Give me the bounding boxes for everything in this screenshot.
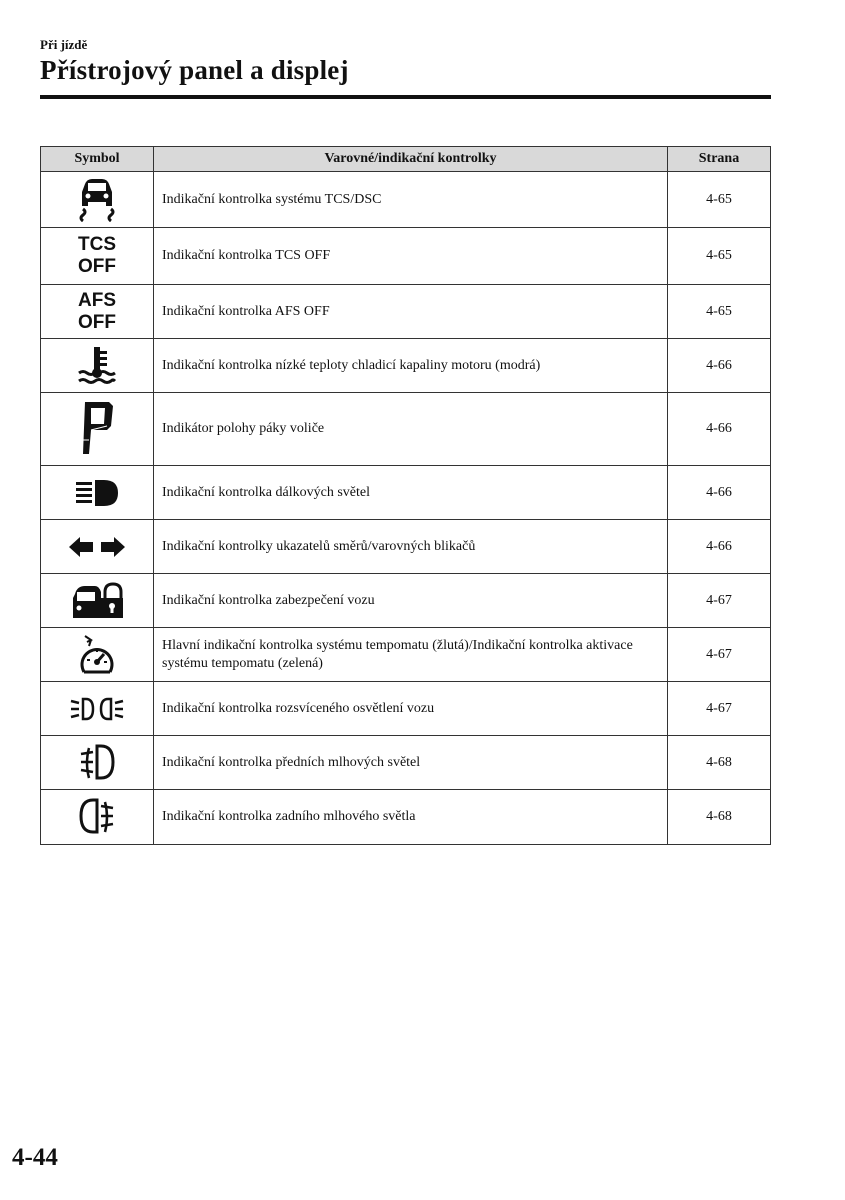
front-fog-light-icon: [77, 744, 117, 782]
table-row: [41, 339, 771, 393]
symbol-cell: [41, 285, 154, 339]
column-header-symbol: Symbol: [41, 147, 154, 172]
afs-off-icon: AFS OFF: [78, 289, 116, 333]
page-cell: 4-67: [668, 574, 771, 628]
description-cell: Indikační kontrolka nízké teploty chladicí kapaliny motoru (modrá): [154, 339, 668, 393]
table-header-row: [41, 147, 771, 172]
page-cell: 4-67: [668, 628, 771, 682]
position-lights-icon: [69, 696, 125, 722]
symbol-cell: [41, 574, 154, 628]
description-cell: Indikátor polohy páky voliče: [154, 393, 668, 466]
table-row: [41, 285, 771, 339]
table-row: [41, 790, 771, 845]
page-cell: 4-66: [668, 520, 771, 574]
coolant-temperature-icon: [75, 345, 119, 387]
table-row: [41, 574, 771, 628]
tcs-off-icon: TCS OFF: [78, 234, 116, 277]
high-beam-icon: [72, 478, 122, 508]
symbol-cell: [41, 736, 154, 790]
page-cell: 4-65: [668, 172, 771, 228]
symbol-cell: [41, 682, 154, 736]
page-cell: 4-66: [668, 339, 771, 393]
table-row: [41, 466, 771, 520]
turn-signal-arrows-icon: [67, 535, 127, 559]
page-cell: 4-66: [668, 393, 771, 466]
car-skid-icon: [77, 178, 117, 222]
table-row: [41, 393, 771, 466]
warning-lights-table: [40, 146, 771, 845]
page-cell: 4-66: [668, 466, 771, 520]
table-row: [41, 736, 771, 790]
table-row: [41, 520, 771, 574]
table-row: [41, 628, 771, 682]
symbol-cell: [41, 466, 154, 520]
description-cell: Indikační kontrolka systému TCS/DSC: [154, 172, 668, 228]
table-row: [41, 172, 771, 228]
page-cell: 4-67: [668, 682, 771, 736]
table-row: [41, 682, 771, 736]
symbol-cell: [41, 228, 154, 285]
page-cell: 4-65: [668, 228, 771, 285]
description-cell: Indikační kontrolka zadního mlhového světla: [154, 790, 668, 845]
description-cell: Indikační kontrolka TCS OFF: [154, 228, 668, 285]
symbol-cell: [41, 393, 154, 466]
symbol-cell: [41, 339, 154, 393]
description-cell: Indikační kontrolka předních mlhových světel: [154, 736, 668, 790]
description-cell: Indikační kontrolka rozsvíceného osvětlení vozu: [154, 682, 668, 736]
page-cell: 4-68: [668, 790, 771, 845]
cruise-control-icon: [77, 634, 117, 676]
description-cell: Indikační kontrolky ukazatelů směrů/varovných blikačů: [154, 520, 668, 574]
page-cell: 4-68: [668, 736, 771, 790]
symbol-cell: [41, 790, 154, 845]
symbol-cell: [41, 520, 154, 574]
security-lock-car-icon: [69, 582, 125, 620]
section-label: Při jízdě: [40, 37, 88, 52]
page-title: Přístrojový panel a displej: [40, 55, 349, 85]
symbol-cell: [41, 628, 154, 682]
description-cell: Indikační kontrolka AFS OFF: [154, 285, 668, 339]
column-header-page: Strana: [668, 147, 771, 172]
gear-position-p-icon: [79, 400, 115, 458]
symbol-cell: [41, 172, 154, 228]
description-cell: Indikační kontrolka dálkových světel: [154, 466, 668, 520]
title-rule: [40, 95, 771, 99]
rear-fog-light-icon: [77, 798, 117, 836]
description-cell: Hlavní indikační kontrolka systému tempomatu (žlutá)/Indikační kontrolka aktivace systému tempomatu (zelená): [154, 628, 668, 682]
table-row: [41, 228, 771, 285]
page-number: 4-44: [12, 1144, 58, 1171]
page-cell: 4-65: [668, 285, 771, 339]
description-cell: Indikační kontrolka zabezpečení vozu: [154, 574, 668, 628]
column-header-description: Varovné/indikační kontrolky: [154, 147, 668, 172]
